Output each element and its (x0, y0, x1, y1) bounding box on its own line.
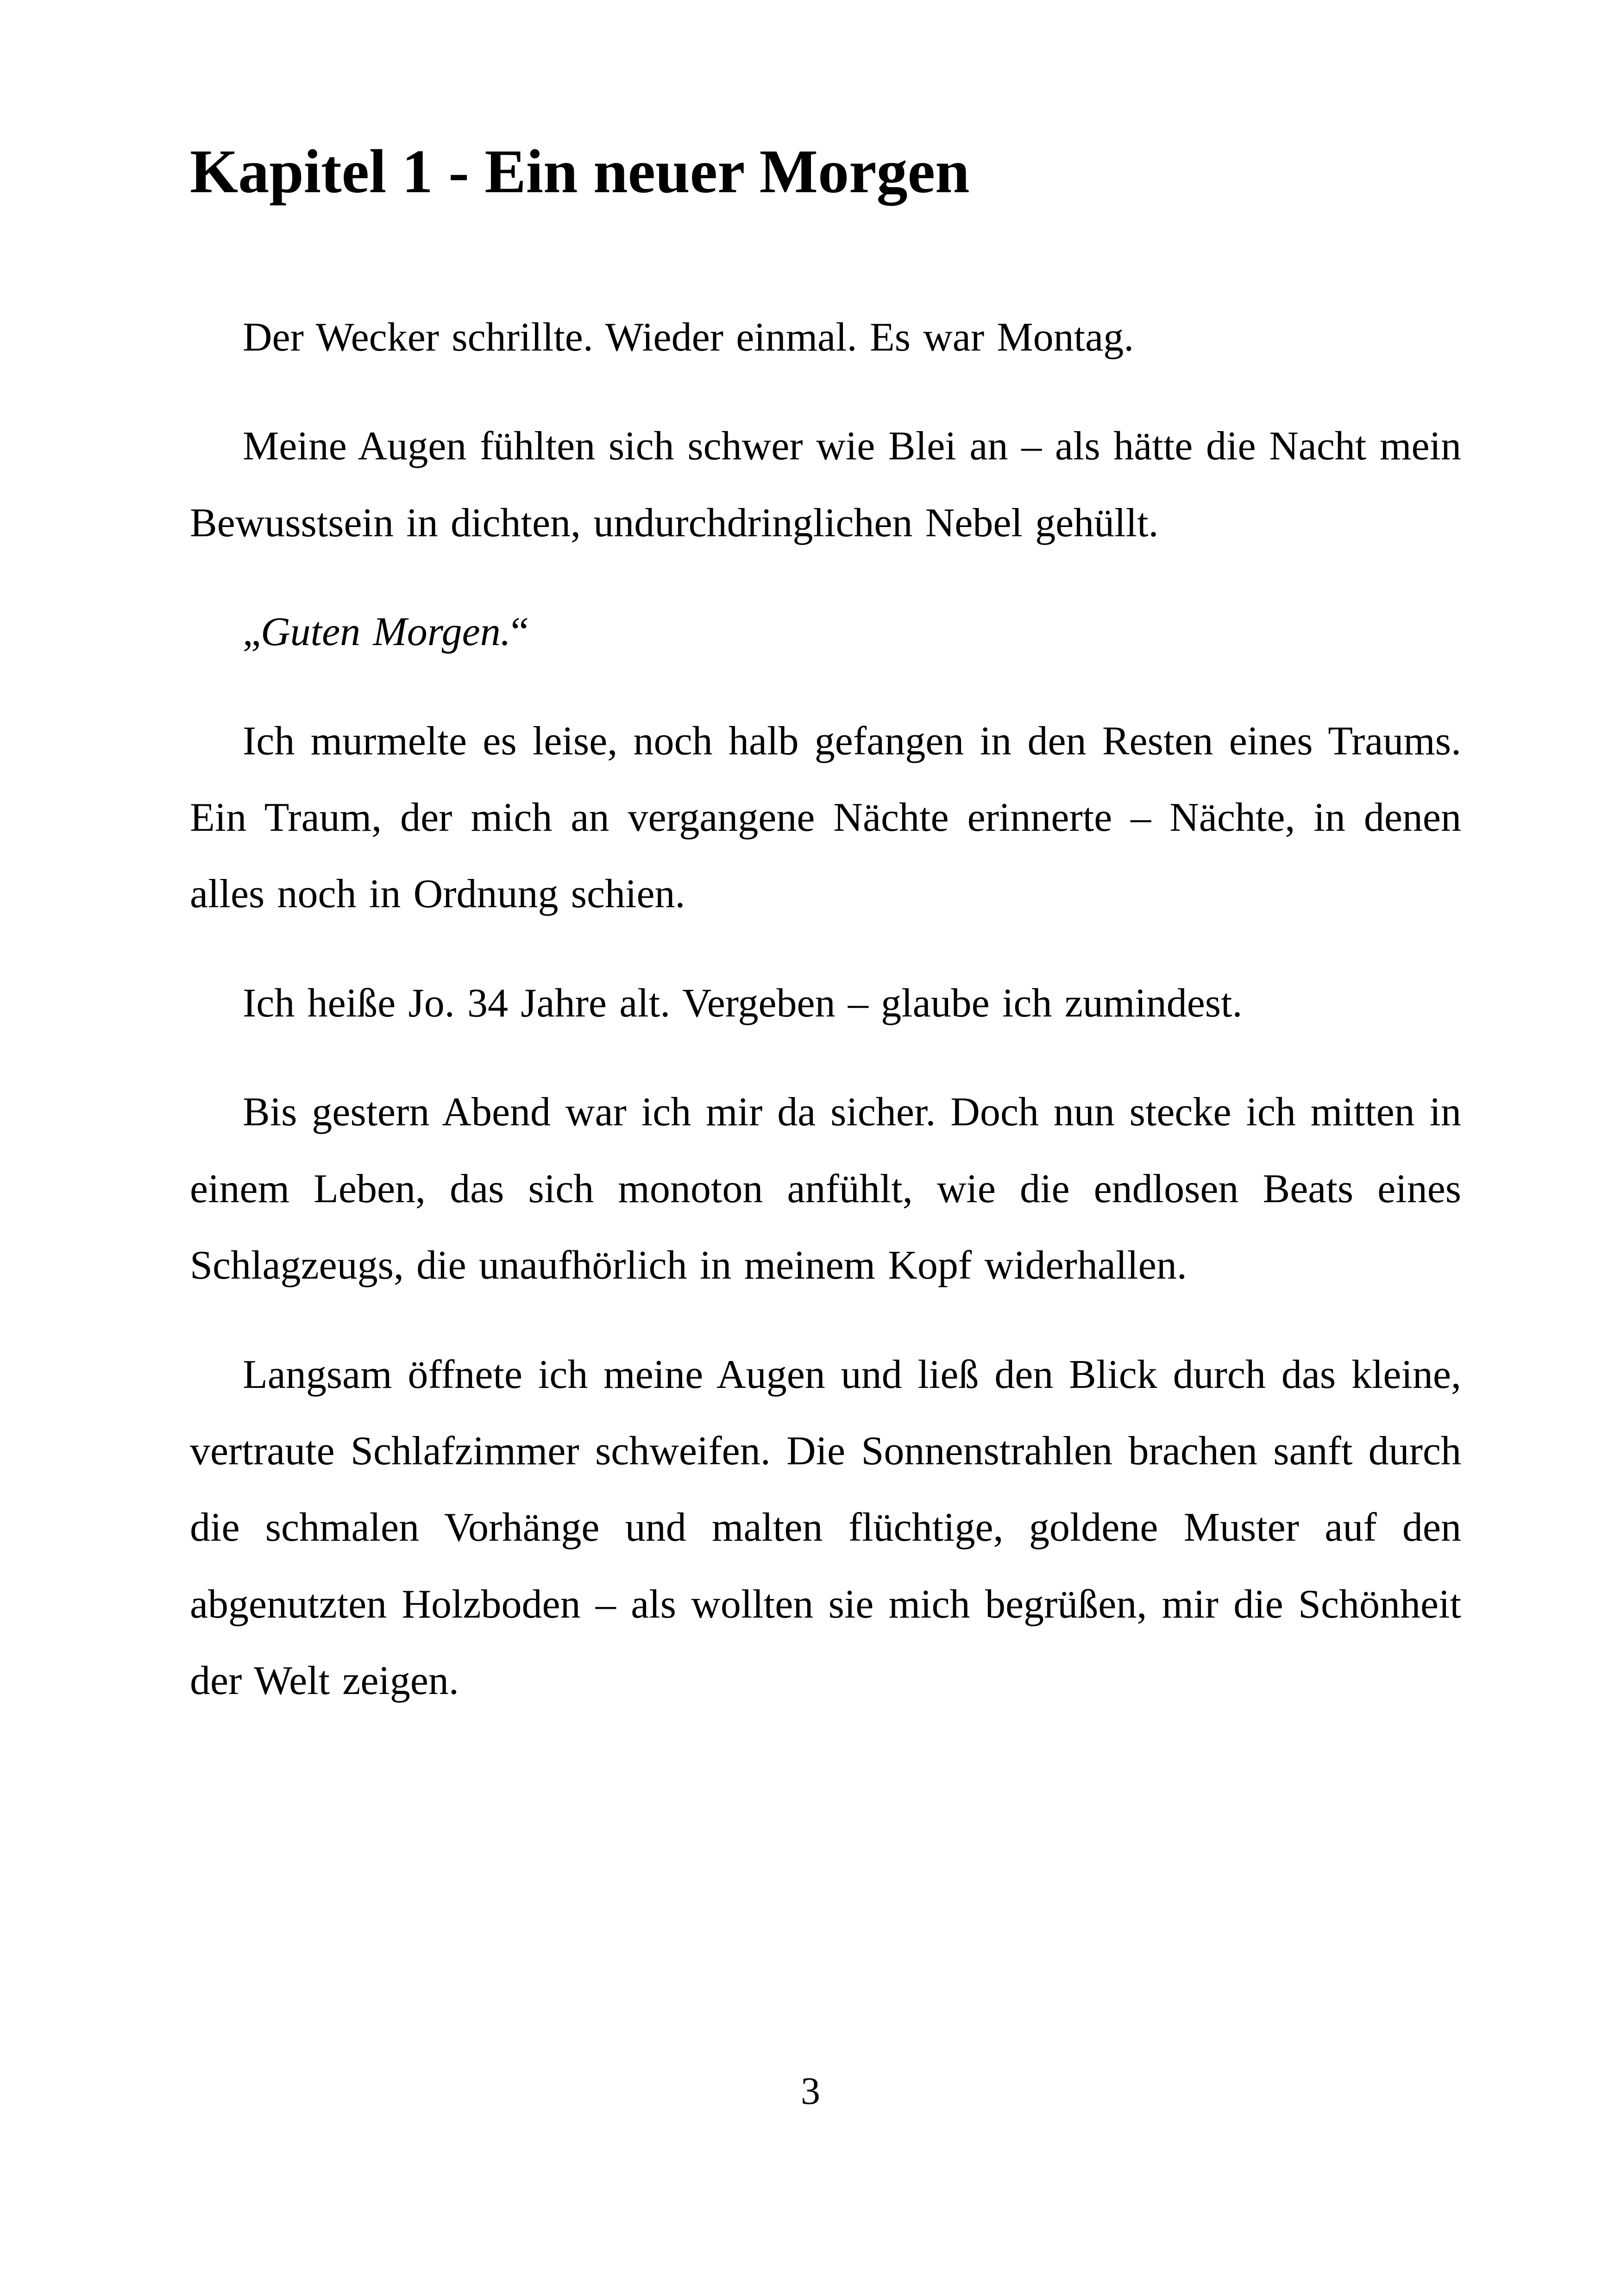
page-number: 3 (801, 2070, 820, 2113)
paragraph: Langsam öffnete ich meine Augen und ließ den Blick durch das kleine, vertraute Schlafzimmer schweifen. Die Sonnenstrahlen brachen sanft durch die schmalen Vorhänge und malten flüchtige, goldene Muster auf den abgenutzten Holzboden – als wollten sie mich begrüßen, mir die Schönheit der Welt zeigen. (190, 1352, 1461, 1704)
paragraph: Der Wecker schrillte. Wieder einmal. Es war Montag. (243, 314, 1134, 360)
quote-text: Guten Morgen. (261, 609, 511, 655)
paragraph: Ich heiße Jo. 34 Jahre alt. Vergeben – glaube ich zumindest. (243, 980, 1243, 1026)
paragraph: Meine Augen fühlten sich schwer wie Blei an – als hätte die Nacht mein Bewusstsein in dichten, undurchdringlichen Nebel gehüllt. (190, 424, 1461, 546)
closing-quote-mark: “ (510, 609, 529, 655)
paragraph: Ich murmelte es leise, noch halb gefangen in den Resten eines Traums. Ein Traum, der mich an vergangene Nächte erinnerte – Nächte, in denen alles noch in Ordnung schien. (190, 718, 1461, 917)
quote-paragraph (190, 594, 1461, 670)
chapter-heading: Kapitel 1 - Ein neuer Morgen (190, 137, 970, 206)
paragraph: Bis gestern Abend war ich mir da sicher. Doch nun stecke ich mitten in einem Leben, das sich monoton anfühlt, wie die endlosen Beats eines Schlagzeugs, die unaufhörlich in meinem Kopf widerhallen. (190, 1090, 1461, 1288)
opening-quote-mark: „ (243, 609, 261, 655)
